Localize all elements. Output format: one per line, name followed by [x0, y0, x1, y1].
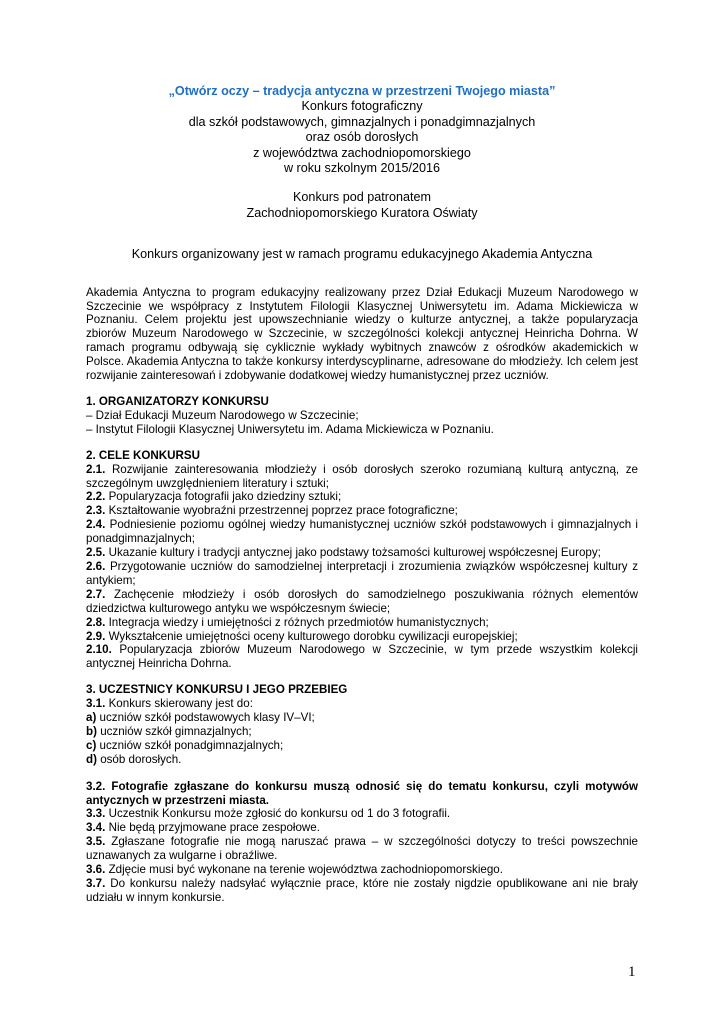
header-line: oraz osób dorosłych: [305, 130, 419, 145]
document-page: [86, 84, 638, 905]
audience-item: c) uczniów szkół ponadgimnazjalnych;: [86, 738, 284, 752]
rule-item: 3.4. Nie będą przyjmowane prace zespołowe.: [86, 821, 320, 835]
header-line: Konkurs fotograficzny: [301, 99, 423, 114]
goal-item: 2.1. Rozwijanie zainteresowania młodzieży i osób dorosłych szeroko rozumianą kulturą antyczną, ze szczególnym uwzględnieniem literatury i sztuki;: [86, 462, 638, 490]
header-line: w roku szkolnym 2015/2016: [283, 161, 441, 176]
audience-item: b) uczniów szkół gimnazjalnych;: [86, 724, 252, 738]
rule-item: 3.6. Zdjęcie musi być wykonane na terenie województwa zachodniopomorskiego.: [86, 863, 503, 877]
header-line: dla szkół podstawowych, gimnazjalnych i ponadgimnazjalnych: [188, 114, 536, 129]
page-number: 1: [628, 964, 636, 980]
contest-title: „Otwórz oczy – tradycja antyczna w przestrzeni Twojego miasta”: [168, 84, 556, 98]
organizer-item: – Dział Edukacji Muzeum Narodowego w Szczecinie;: [86, 408, 359, 422]
goal-item: 2.6. Przygotowanie uczniów do samodzielnej interpretacji i zrozumienia związków współczesnej kultury z antykiem;: [86, 559, 638, 587]
header-line: z województwa zachodniopomorskiego: [253, 145, 471, 160]
section-heading-organizers: 1. ORGANIZATORZY KONKURSU: [86, 395, 269, 408]
audience-item: d) osób dorosłych.: [86, 752, 182, 766]
intro-paragraph: Akademia Antyczna to program edukacyjny realizowany przez Dział Edukacji Muzeum Narodowego w Szczecinie we współpracy z Instytutem Filologii Klasycznej Uniwersytetu im. Adama Mickiewicza w Poznaniu. Celem projektu jest upowszechnianie wiedzy o kulturze antycznej, a także popularyzacja zbiorów Muzeum Narodowego w Szczecinie, w szczególności kolekcji antycznej Heinricha Dohrna. W ramach programu odbywają się cyklicznie wykłady wybitnych znawców z ośrodków akademickich w Polsce. Akademia Antyczna to także konkursy interdyscyplinarne, adresowane do młodzieży. Ich celem jest rozwijanie zainteresowań i zdobywanie dodatkowej wiedzy humanistycznej przez uczniów.: [86, 285, 638, 383]
program-line: Konkurs organizowany jest w ramach programu edukacyjnego Akademia Antyczna: [131, 247, 593, 262]
participants-intro: 3.1. Konkurs skierowany jest do:: [86, 697, 253, 711]
section-heading-goals: 2. CELE KONKURSU: [86, 448, 201, 462]
rule-theme: 3.2. Fotografie zgłaszane do konkursu muszą odnosić się do tematu konkursu, czyli motywów antycznych w przestrzeni miasta.: [86, 779, 638, 807]
goal-item: 2.8. Integracja wiedzy i umiejętności z różnych przedmiotów humanistycznych;: [86, 615, 489, 629]
patronage-line: Konkurs pod patronatem: [293, 190, 431, 205]
goal-item: 2.2. Popularyzacja fotografii jako dziedziny sztuki;: [86, 490, 342, 504]
goal-item: 2.3. Kształtowanie wyobraźni przestrzennej poprzez prace fotograficzne;: [86, 504, 458, 518]
audience-item: a) uczniów szkół podstawowych klasy IV–VI;: [86, 711, 315, 725]
rule-item: 3.3. Uczestnik Konkursu może zgłosić do konkursu od 1 do 3 fotografii.: [86, 807, 451, 821]
goal-item: 2.10. Popularyzacja zbiorów Muzeum Narodowego w Szczecinie, w tym przede wszystkim kolekcji antycznej Heinricha Dohrna.: [86, 643, 638, 671]
document-header: [86, 84, 638, 263]
section-heading-participants: 3. UCZESTNICY KONKURSU I JEGO PRZEBIEG: [86, 683, 348, 697]
goal-item: 2.7. Zachęcenie młodzieży i osób dorosłych do samodzielnego poszukiwania różnych elementów dziedzictwa kulturowego antyku we współczesnym świecie;: [86, 587, 638, 615]
goal-item: 2.5. Ukazanie kultury i tradycji antycznej jako podstawy tożsamości kulturowej współczesnej Europy;: [86, 546, 601, 560]
rule-item: 3.5. Zgłaszane fotografie nie mogą naruszać prawa – w szczególności dotyczy to treści powszechnie uznawanych za wulgarne i obraźliwe.: [86, 835, 638, 863]
rule-item: 3.7. Do konkursu należy nadsyłać wyłącznie prace, które nie zostały nigdzie opublikowane ani nie brały udziału w innym konkursie.: [86, 877, 638, 904]
goal-item: 2.9. Wykształcenie umiejętności oceny kulturowego dorobku cywilizacji europejskiej;: [86, 629, 518, 643]
patronage-line: Zachodniopomorskiego Kuratora Oświaty: [246, 205, 478, 220]
goal-item: 2.4. Podniesienie poziomu ogólnej wiedzy humanistycznej uczniów szkół podstawowych i gimnazjalnych i ponadgimnazjalnych;: [86, 518, 638, 546]
organizer-item: – Instytut Filologii Klasycznej Uniwersytetu im. Adama Mickiewicza w Poznaniu.: [86, 422, 494, 436]
